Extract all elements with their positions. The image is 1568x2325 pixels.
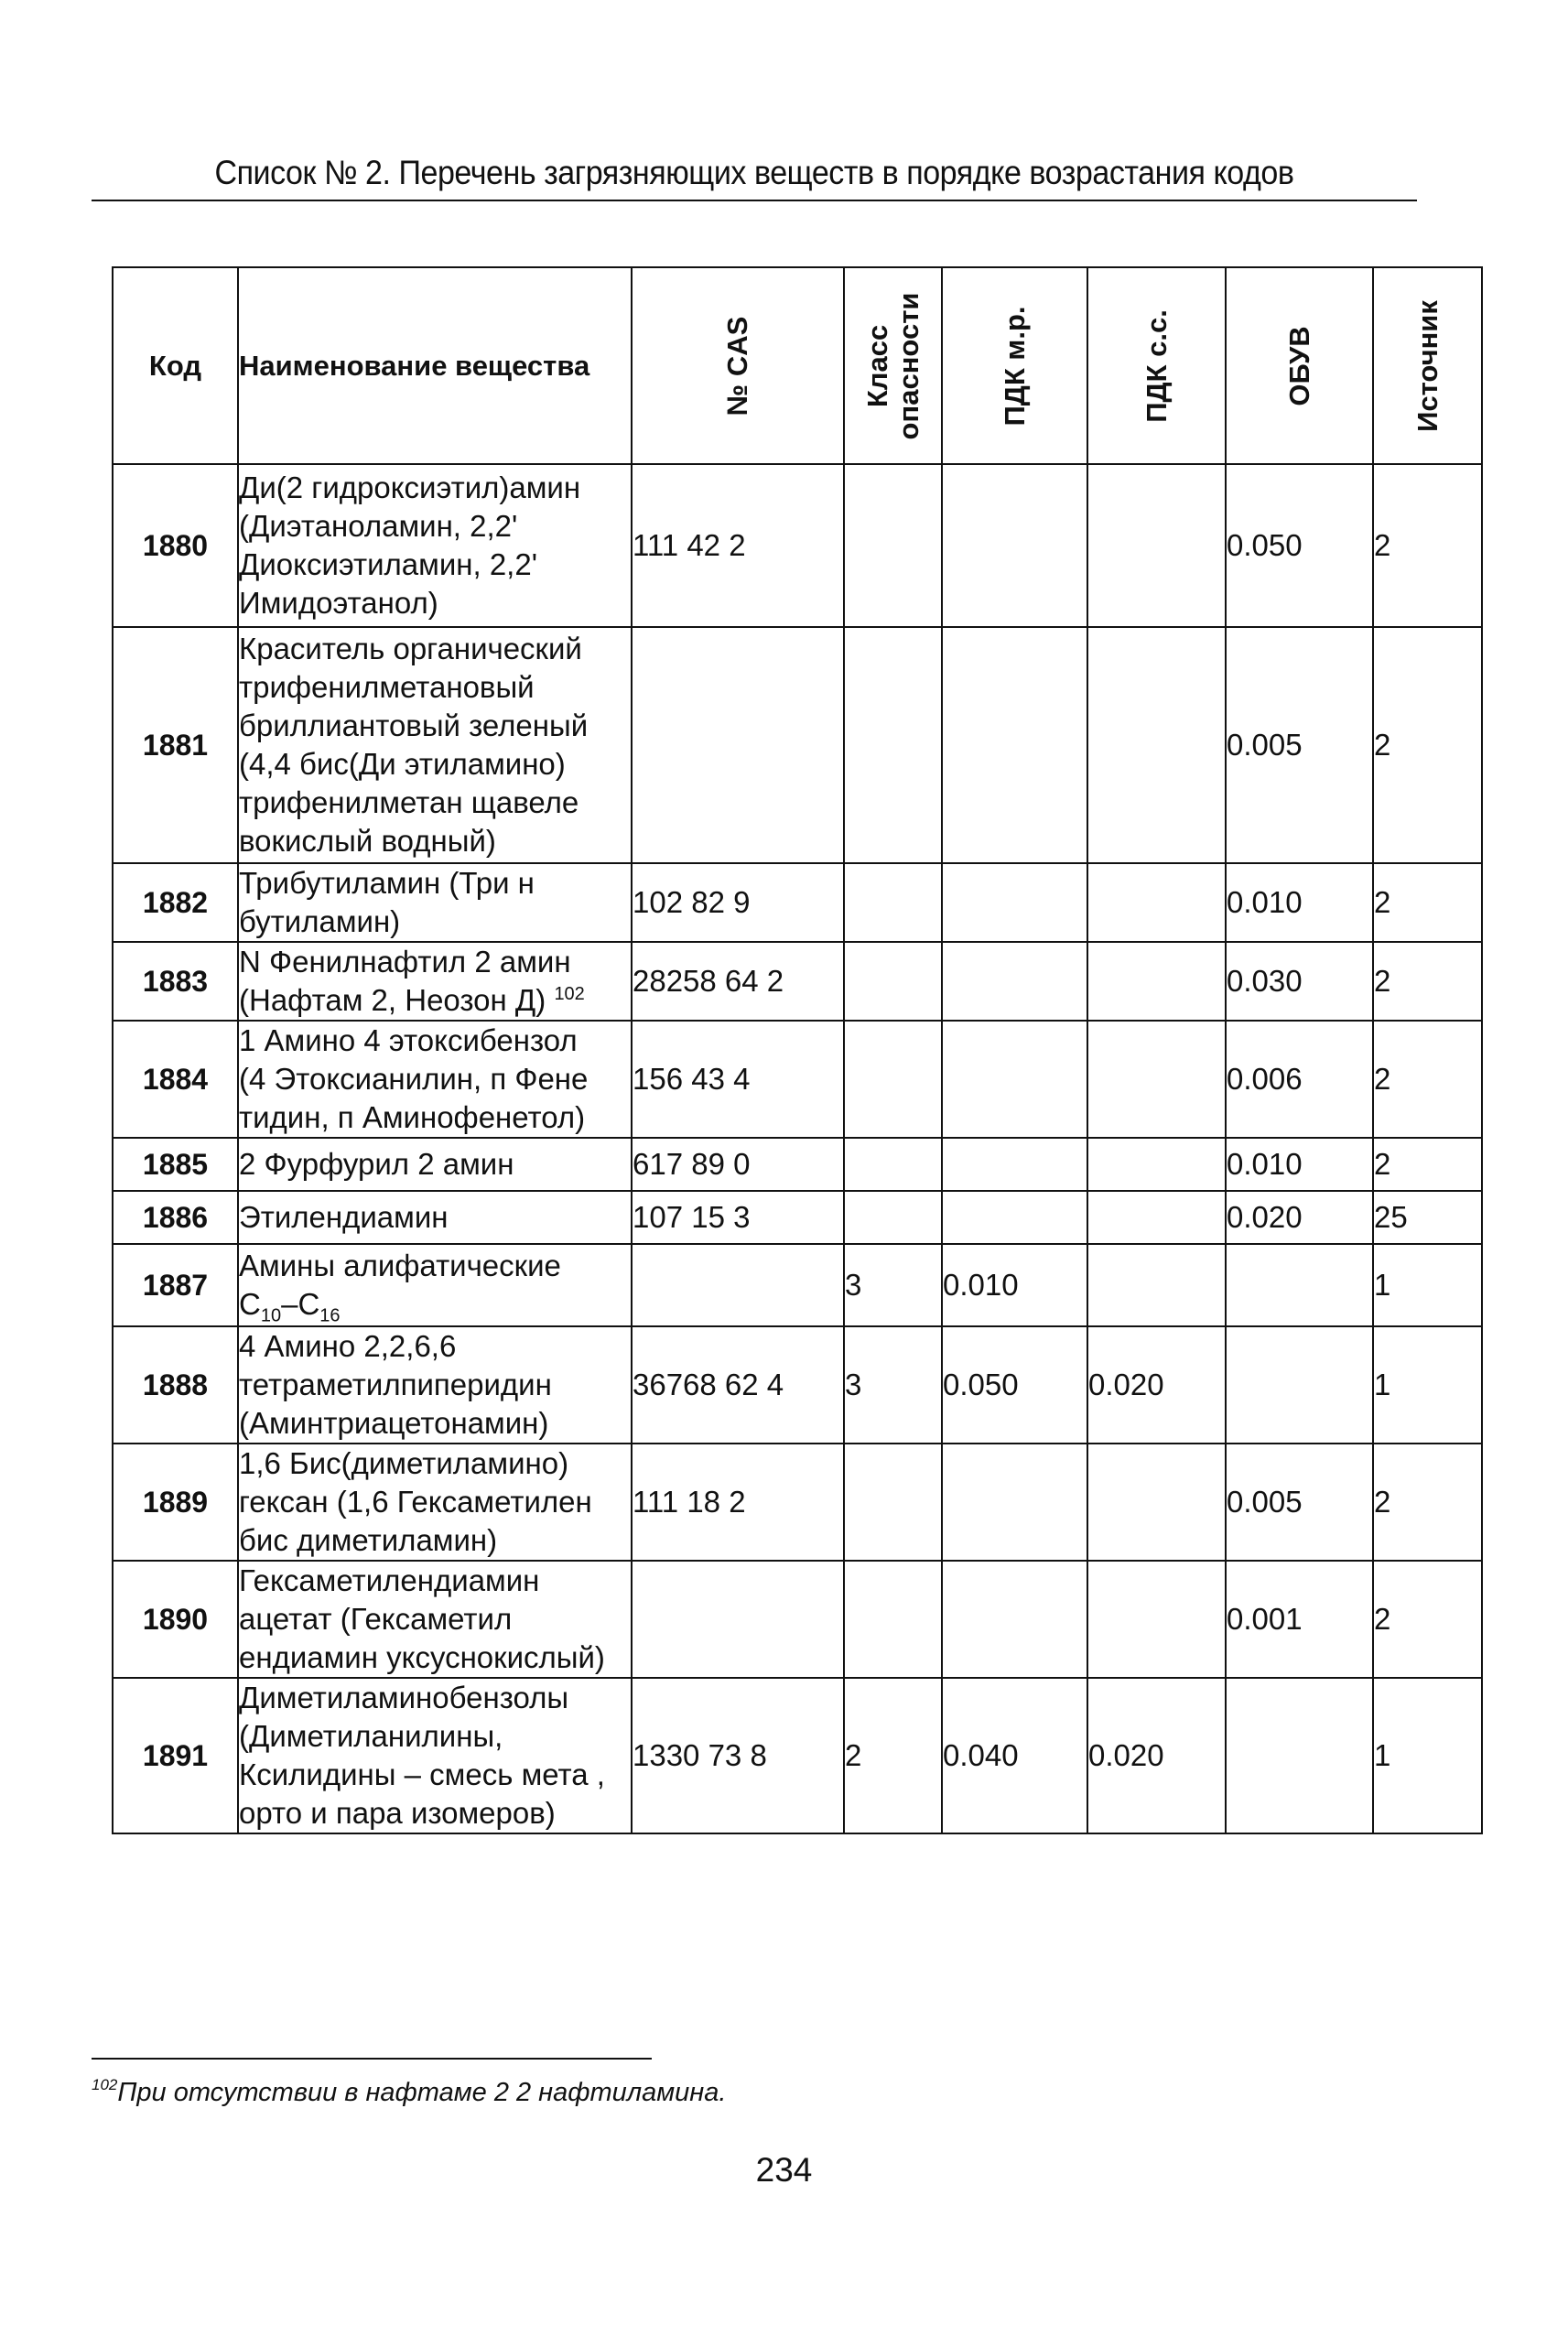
substance-name xyxy=(238,1021,632,1138)
obuv: 0.020 xyxy=(1226,1191,1373,1244)
substance-code: 1889 xyxy=(113,1444,238,1561)
obuv: 0.005 xyxy=(1226,1444,1373,1561)
substance-name-line: тетраметилпиперидин xyxy=(239,1368,552,1401)
substance-name-line: Имидоэтанол) xyxy=(239,586,438,620)
formula-part: 10 xyxy=(260,1305,282,1326)
substance-name xyxy=(238,1561,632,1678)
source: 2 xyxy=(1373,464,1482,627)
substance-code: 1886 xyxy=(113,1191,238,1244)
footnote-rule xyxy=(92,2058,652,2060)
substance-name-line: (Аминтриацетонамин) xyxy=(239,1406,549,1440)
substance-name-line: трифенилметановый xyxy=(239,670,535,704)
substance-code: 1885 xyxy=(113,1138,238,1191)
pdk-ss xyxy=(1087,627,1226,863)
hazard-class xyxy=(844,464,942,627)
pdk-mr xyxy=(942,1444,1087,1561)
source: 25 xyxy=(1373,1191,1482,1244)
table-row xyxy=(113,627,1482,863)
table-row xyxy=(113,1678,1482,1833)
hazard-class xyxy=(844,1191,942,1244)
pdk-ss xyxy=(1087,1191,1226,1244)
substance-name-line: 4 Амино 2,2,6,6 xyxy=(239,1329,457,1363)
substance-name-line: Гексаметилендиамин xyxy=(239,1563,540,1597)
pdk-ss: 0.020 xyxy=(1087,1326,1226,1444)
substance-name xyxy=(238,1138,632,1191)
header-source xyxy=(1373,267,1482,464)
substance-name-line: орто и пара изомеров) xyxy=(239,1796,556,1830)
substance-name-line: Амины алифатические xyxy=(239,1249,561,1282)
substance-name xyxy=(238,464,632,627)
cas-number: 36768 62 4 xyxy=(632,1326,844,1444)
hazard-class: 3 xyxy=(844,1326,942,1444)
hazard-class xyxy=(844,1138,942,1191)
header-hazard-class xyxy=(844,267,942,464)
substance-name-line: Трибутиламин (Три н xyxy=(239,866,535,900)
hazard-class xyxy=(844,1561,942,1678)
substance-name-line: гексан (1,6 Гексаметилен xyxy=(239,1485,592,1519)
obuv: 0.030 xyxy=(1226,942,1373,1021)
cas-number: 107 15 3 xyxy=(632,1191,844,1244)
substance-name xyxy=(238,863,632,942)
cas-number: 102 82 9 xyxy=(632,863,844,942)
pdk-ss xyxy=(1087,1444,1226,1561)
obuv: 0.010 xyxy=(1226,863,1373,942)
substance-name-line: ацетат (Гексаметил xyxy=(239,1602,513,1636)
table-row xyxy=(113,1326,1482,1444)
source: 1 xyxy=(1373,1678,1482,1833)
source: 2 xyxy=(1373,1444,1482,1561)
substance-name-line: ендиамин уксуснокислый) xyxy=(239,1640,605,1674)
pdk-mr xyxy=(942,1191,1087,1244)
header-pdk-ss xyxy=(1087,267,1226,464)
pdk-mr xyxy=(942,863,1087,942)
table-row xyxy=(113,1444,1482,1561)
substance-formula xyxy=(239,1285,631,1324)
formula-part: 16 xyxy=(319,1305,341,1326)
pdk-ss: 0.020 xyxy=(1087,1678,1226,1833)
table-row xyxy=(113,464,1482,627)
header-obuv-label: ОБУВ xyxy=(1282,325,1315,406)
substance-name-line: (Диэтаноламин, 2,2' xyxy=(239,509,518,543)
substance-name-line: Диметиламинобензолы xyxy=(239,1681,569,1714)
running-head: Список № 2. Перечень загрязняющих веществ в порядке возрастания кодов xyxy=(214,154,1294,191)
table-row xyxy=(113,1191,1482,1244)
header-cas xyxy=(632,267,844,464)
substance-name-line: тидин, п Аминофенетол) xyxy=(239,1100,586,1134)
source: 2 xyxy=(1373,1138,1482,1191)
pdk-ss xyxy=(1087,942,1226,1021)
hazard-class xyxy=(844,1444,942,1561)
header-cas-label: № CAS xyxy=(721,316,753,416)
substance-code: 1880 xyxy=(113,464,238,627)
substance-name-line xyxy=(239,981,631,1020)
pdk-ss xyxy=(1087,1138,1226,1191)
table-body xyxy=(113,464,1482,1833)
pdk-mr xyxy=(942,627,1087,863)
table-row xyxy=(113,863,1482,942)
substance-name-line: бис диметиламин) xyxy=(239,1523,498,1557)
substance-name-line: вокислый водный) xyxy=(239,824,496,858)
cas-number: 111 42 2 xyxy=(632,464,844,627)
formula-part: –C xyxy=(281,1287,320,1321)
obuv xyxy=(1226,1678,1373,1833)
hazard-class xyxy=(844,942,942,1021)
obuv: 0.001 xyxy=(1226,1561,1373,1678)
pdk-ss xyxy=(1087,1561,1226,1678)
cas-number: 111 18 2 xyxy=(632,1444,844,1561)
substance-name-line: бриллиантовый зеленый xyxy=(239,708,589,742)
header-source-label: Источник xyxy=(1411,299,1444,432)
cas-number xyxy=(632,627,844,863)
source: 1 xyxy=(1373,1326,1482,1444)
pdk-ss xyxy=(1087,1244,1226,1326)
substance-name-line: трифенилметан щавеле xyxy=(239,785,579,819)
pdk-mr xyxy=(942,1138,1087,1191)
header-code: Код xyxy=(113,267,238,464)
substance-name-line: бутиламин) xyxy=(239,904,401,938)
header-hazard-class-line2: опасности xyxy=(892,292,925,439)
substance-code: 1884 xyxy=(113,1021,238,1138)
substance-name-line: (4,4 бис(Ди этиламино) xyxy=(239,747,566,781)
hazard-class: 3 xyxy=(844,1244,942,1326)
pdk-mr xyxy=(942,942,1087,1021)
substance-name-line: Ди(2 гидроксиэтил)амин xyxy=(239,470,581,504)
header-pdk-mr xyxy=(942,267,1087,464)
table-row xyxy=(113,1244,1482,1326)
substance-name xyxy=(238,1444,632,1561)
cas-number: 28258 64 2 xyxy=(632,942,844,1021)
pdk-mr: 0.010 xyxy=(942,1244,1087,1326)
source: 2 xyxy=(1373,627,1482,863)
pdk-mr xyxy=(942,464,1087,627)
substance-name xyxy=(238,1326,632,1444)
substance-name-line: (Диметиланилины, xyxy=(239,1719,503,1753)
substance-code: 1890 xyxy=(113,1561,238,1678)
substance-name-line: Ксилидины – смесь мета , xyxy=(239,1757,605,1791)
cas-number: 617 89 0 xyxy=(632,1138,844,1191)
substance-code: 1881 xyxy=(113,627,238,863)
obuv xyxy=(1226,1244,1373,1326)
substance-code: 1887 xyxy=(113,1244,238,1326)
obuv xyxy=(1226,1326,1373,1444)
source: 2 xyxy=(1373,942,1482,1021)
obuv: 0.005 xyxy=(1226,627,1373,863)
cas-number: 1330 73 8 xyxy=(632,1678,844,1833)
substance-name-line: Диоксиэтиламин, 2,2' xyxy=(239,547,538,581)
obuv: 0.010 xyxy=(1226,1138,1373,1191)
pdk-mr xyxy=(942,1561,1087,1678)
substance-code: 1888 xyxy=(113,1326,238,1444)
footnote-text: При отсутствии в нафтаме 2 2 нафтиламина. xyxy=(117,2078,727,2107)
footnote-reference: 102 xyxy=(554,984,585,1004)
footnote-marker: 102 xyxy=(92,2076,118,2093)
table-row xyxy=(113,1021,1482,1138)
cas-number xyxy=(632,1244,844,1326)
hazard-class xyxy=(844,863,942,942)
substances-table xyxy=(112,266,1483,1834)
table-row xyxy=(113,942,1482,1021)
footnote xyxy=(92,2078,726,2108)
substance-name-line: Краситель органический xyxy=(239,632,582,665)
header-hazard-class-label xyxy=(862,292,925,439)
substance-name xyxy=(238,1678,632,1833)
source: 2 xyxy=(1373,1021,1482,1138)
substance-name xyxy=(238,1244,632,1326)
table-row xyxy=(113,1561,1482,1678)
table-row xyxy=(113,1138,1482,1191)
substance-name-line: 2 Фурфурил 2 амин xyxy=(239,1147,514,1181)
header-obuv xyxy=(1226,267,1373,464)
obuv: 0.050 xyxy=(1226,464,1373,627)
substance-code: 1891 xyxy=(113,1678,238,1833)
substance-name-line: 1 Амино 4 этоксибензол xyxy=(239,1023,578,1057)
page-number: 234 xyxy=(755,2151,813,2189)
obuv: 0.006 xyxy=(1226,1021,1373,1138)
header-hazard-class-line1: Класс xyxy=(860,324,893,407)
hazard-class xyxy=(844,1021,942,1138)
substance-name-line: N Фенилнафтил 2 амин xyxy=(239,945,571,979)
source: 2 xyxy=(1373,1561,1482,1678)
source: 2 xyxy=(1373,863,1482,942)
table-header-row xyxy=(113,267,1482,464)
substance-code: 1882 xyxy=(113,863,238,942)
pdk-ss xyxy=(1087,464,1226,627)
header-name: Наименование вещества xyxy=(238,267,632,464)
pdk-mr: 0.050 xyxy=(942,1326,1087,1444)
source: 1 xyxy=(1373,1244,1482,1326)
cas-number: 156 43 4 xyxy=(632,1021,844,1138)
hazard-class: 2 xyxy=(844,1678,942,1833)
hazard-class xyxy=(844,627,942,863)
pdk-ss xyxy=(1087,863,1226,942)
substance-name xyxy=(238,942,632,1021)
substance-name-line-text: (Нафтам 2, Неозон Д) xyxy=(239,983,546,1017)
pdk-ss xyxy=(1087,1021,1226,1138)
substance-name xyxy=(238,627,632,863)
substance-name-line: 1,6 Бис(диметиламино) xyxy=(239,1446,569,1480)
pdk-mr: 0.040 xyxy=(942,1678,1087,1833)
running-head-rule xyxy=(92,200,1417,201)
substance-name xyxy=(238,1191,632,1244)
header-pdk-mr-label: ПДК м.р. xyxy=(998,306,1031,426)
substance-code: 1883 xyxy=(113,942,238,1021)
pdk-mr xyxy=(942,1021,1087,1138)
formula-part: C xyxy=(239,1287,261,1321)
cas-number xyxy=(632,1561,844,1678)
header-pdk-ss-label: ПДК с.с. xyxy=(1140,308,1173,423)
substance-name-line: (4 Этоксианилин, п Фене xyxy=(239,1062,589,1096)
substance-name-line: Этилендиамин xyxy=(239,1200,449,1234)
